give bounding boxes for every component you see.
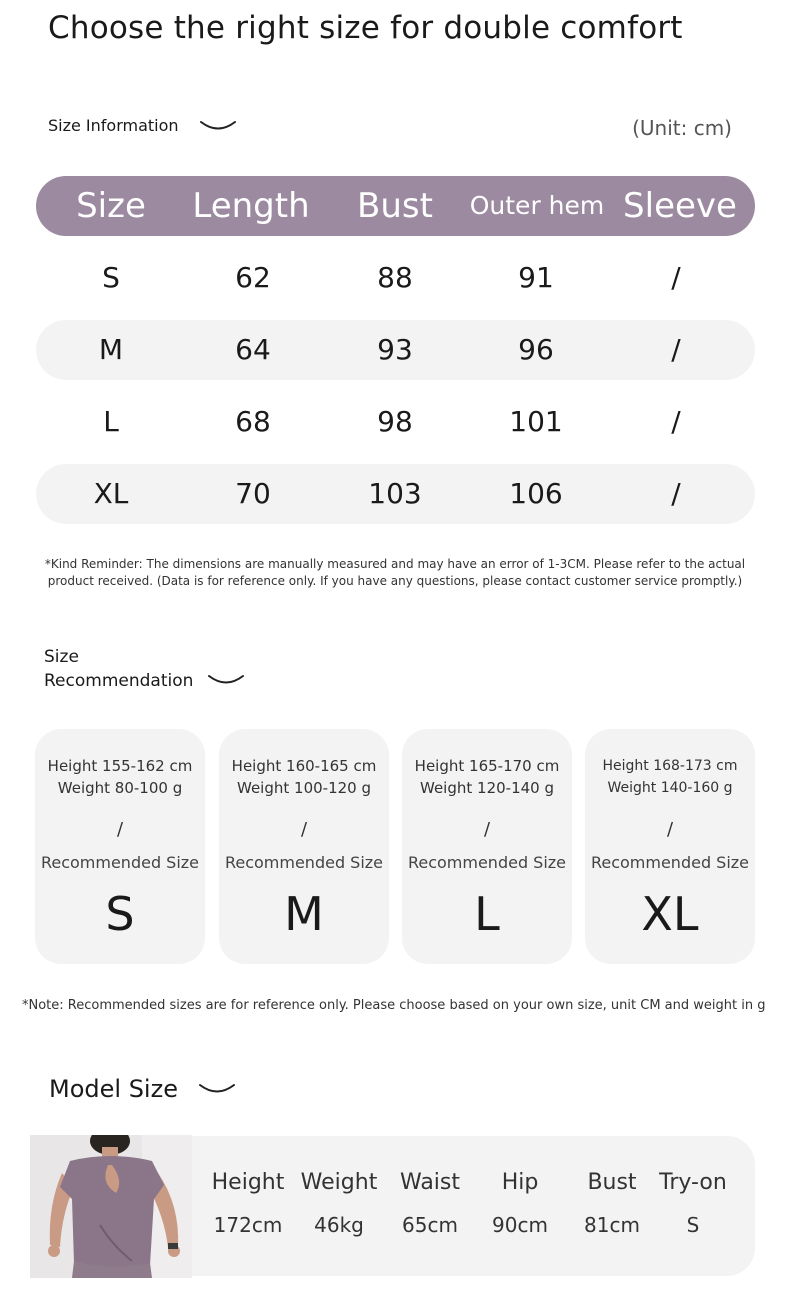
model-measurements [192, 1136, 755, 1276]
reminder-line: product received. (Data is for reference only. If you have any questions, please contact customer service promptly.) [47, 574, 743, 588]
model-value-height: 172cm [213, 1213, 283, 1237]
rec-height: Height 165-170 cm [414, 757, 560, 775]
recommendation-card [219, 729, 389, 964]
model-value-hip: 90cm [492, 1213, 548, 1237]
rec-body [35, 755, 205, 799]
chevron-down-icon [199, 119, 237, 133]
cell-bust: 93 [377, 333, 413, 366]
recommendation-card [585, 729, 755, 964]
unit-label: (Unit: cm) [632, 116, 732, 140]
page-title: Choose the right size for double comfort [48, 10, 683, 46]
column-header-length: Length [192, 186, 310, 226]
table-row [36, 464, 755, 524]
rec-height: Height 155-162 cm [47, 757, 193, 775]
cell-size: XL [93, 477, 129, 510]
rec-label: Recommended Size [224, 853, 384, 872]
model-header-try-on: Try-on [659, 1170, 727, 1195]
rec-size: XL [641, 887, 699, 941]
rec-height: Height 168-173 cm [602, 758, 738, 774]
cell-outer-hem: 101 [509, 405, 563, 438]
rec-divider: / [116, 819, 124, 840]
recommendation-card [402, 729, 572, 964]
chevron-down-icon [198, 1082, 236, 1096]
size-info-label: Size Information [48, 116, 179, 135]
cell-size: M [98, 333, 124, 366]
cell-length: 62 [235, 261, 271, 294]
model-value-try-on: S [686, 1213, 700, 1237]
cell-bust: 98 [377, 405, 413, 438]
rec-size: M [284, 887, 324, 941]
model-header-bust: Bust [587, 1170, 637, 1195]
model-illustration [30, 1135, 192, 1278]
rec-weight: Weight 140-160 g [607, 780, 733, 796]
cell-sleeve: / [671, 477, 681, 510]
model-size-header[interactable] [49, 1074, 236, 1104]
cell-outer-hem: 106 [509, 477, 563, 510]
model-header-waist: Waist [399, 1170, 461, 1195]
column-header-bust: Bust [357, 186, 433, 226]
size-rec-label-line: Size [44, 647, 79, 667]
rec-height: Height 160-165 cm [231, 757, 377, 775]
model-photo [30, 1135, 192, 1278]
size-table-header [36, 176, 755, 236]
cell-outer-hem: 91 [518, 261, 554, 294]
recommendation-note: *Note: Recommended sizes are for reference only. Please choose based on your own size, unit CM and weight in g [22, 998, 766, 1013]
column-header-outer-hem: Outer hem [469, 191, 605, 220]
size-rec-label-line: Recommendation [44, 671, 194, 691]
rec-weight: Weight 80-100 g [57, 779, 183, 797]
model-value-waist: 65cm [402, 1213, 458, 1237]
column-header-sleeve: Sleeve [623, 186, 737, 226]
rec-label: Recommended Size [407, 853, 567, 872]
table-row [36, 248, 755, 308]
cell-length: 70 [235, 477, 271, 510]
cell-bust: 88 [377, 261, 413, 294]
rec-label: Recommended Size [40, 853, 200, 872]
rec-body [585, 755, 755, 799]
cell-sleeve: / [671, 405, 681, 438]
cell-length: 64 [235, 333, 271, 366]
size-info-header[interactable] [48, 114, 237, 138]
recommendation-card [35, 729, 205, 964]
rec-divider: / [666, 819, 674, 840]
model-value-bust: 81cm [584, 1213, 640, 1237]
table-row [36, 392, 755, 452]
size-rec-header[interactable] [44, 645, 245, 693]
model-header-weight: Weight [300, 1170, 378, 1195]
model-header-height: Height [211, 1170, 285, 1195]
column-header-size: Size [76, 186, 146, 226]
rec-body [402, 755, 572, 799]
cell-sleeve: / [671, 333, 681, 366]
chevron-down-icon [207, 673, 245, 687]
model-size-label: Model Size [49, 1075, 178, 1103]
reminder-line: *Kind Reminder: The dimensions are manually measured and may have an error of 1-3CM. Please refer to the actual [44, 557, 746, 571]
size-rec-label [44, 645, 193, 693]
cell-outer-hem: 96 [518, 333, 554, 366]
cell-length: 68 [235, 405, 271, 438]
rec-size: L [474, 887, 500, 941]
rec-weight: Weight 120-140 g [420, 779, 554, 797]
cell-size: S [102, 261, 120, 294]
table-row [36, 320, 755, 380]
model-header-hip: Hip [501, 1170, 539, 1195]
rec-divider: / [483, 819, 491, 840]
kind-reminder [20, 556, 770, 590]
cell-bust: 103 [368, 477, 422, 510]
rec-label: Recommended Size [590, 853, 750, 872]
rec-body [219, 755, 389, 799]
rec-size: S [105, 887, 135, 941]
rec-weight: Weight 100-120 g [237, 779, 371, 797]
cell-sleeve: / [671, 261, 681, 294]
rec-divider: / [300, 819, 308, 840]
cell-size: L [103, 405, 119, 438]
model-value-weight: 46kg [314, 1213, 364, 1237]
